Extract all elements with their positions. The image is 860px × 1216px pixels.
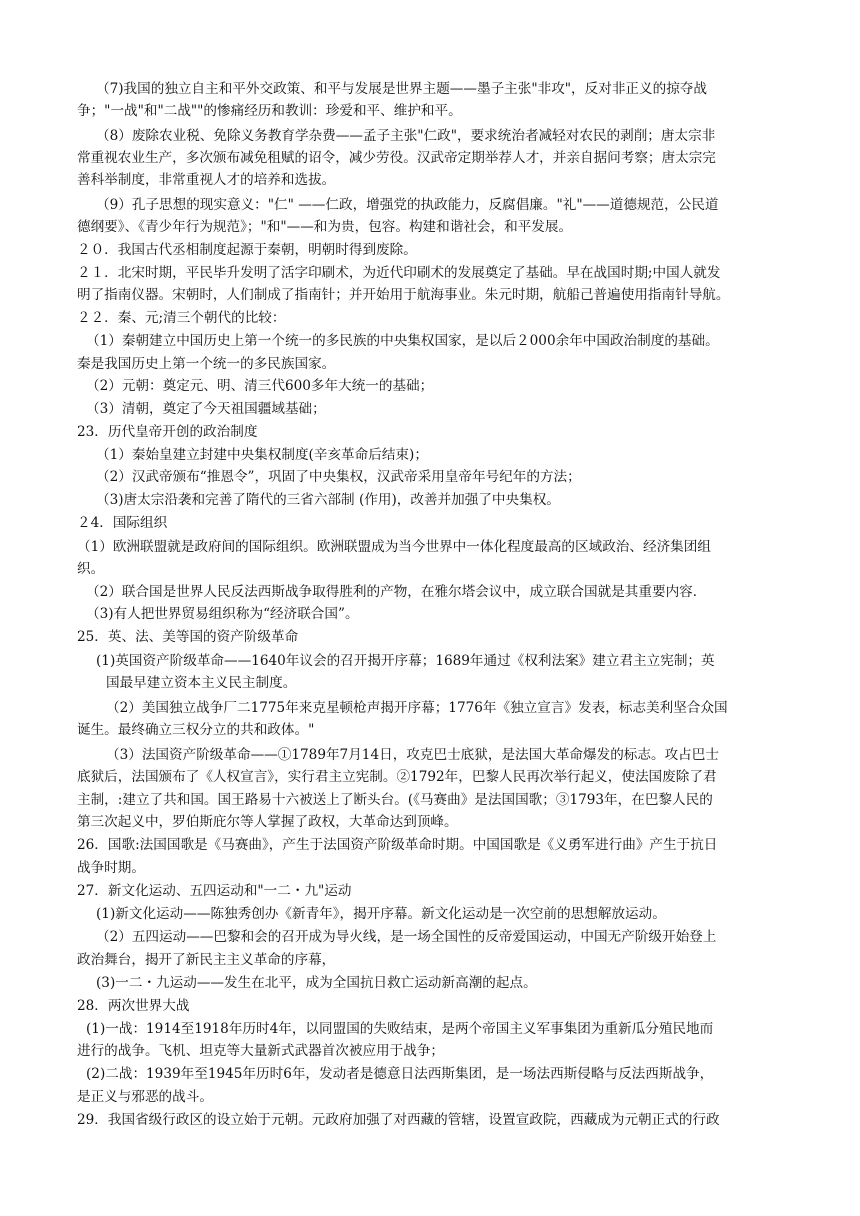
text-line: 德纲要》、《青少年行为规范》；"和"——和为贵，包容。构建和谐社会，和平发展。 (77, 219, 573, 235)
text-line: 底狱后，法国颁布了《人权宣言》，实行君主立宪制。②1792年，巴黎人民再次举行起义，使法国废除了君 (77, 769, 717, 785)
text-line: 进行的战争。飞机、坦克等大量新式武器首次被应用于战争； (77, 1043, 445, 1059)
text-line: 25．英、法、美等国的资产阶级革命 (77, 629, 299, 645)
text-line: 明了指南仪器。宋朝时，人们制成了指南针；并开始用于航海事业。朱元时期，航船己普遍使用指南针导航。 (77, 287, 730, 303)
text-line: 23．历代皇帝开创的政治制度 (77, 424, 258, 440)
text-line: 善科举制度，非常重视人才的培养和选拔。 (77, 172, 336, 188)
text-line: （8）废除农业税、免除义务教育学杂费——孟子主张"仁政"，要求统治者减轻对农民的剥削；唐太宗非 (96, 128, 716, 144)
text-line: （1）秦朝建立中国历史上第一个统一的多民族的中央集权国家，是以后２000余年中国政治制度的基础。 (86, 333, 719, 349)
text-line: 争；"一战"和"二战""的惨痛经历和教训：珍爱和平、维护和平。 (77, 103, 462, 119)
text-line: (2)二战：1939年至1945年历时6年，发动者是德意日法西斯集团，是一场法西斯侵略与反法西斯战争， (86, 1066, 714, 1082)
text-line: 29．我国省级行政区的设立始于元朝。元政府加强了对西藏的管辖，设置宣政院，西藏成为元朝正式的行政 (77, 1112, 720, 1128)
text-line: （2）汉武帝颁布“推恩令”，巩固了中央集权，汉武帝采用皇帝年号纪年的方法； (96, 469, 581, 485)
text-line: 政治舞台，揭开了新民主主义革命的序幕， (77, 952, 336, 968)
text-line: ２１．北宋时期，平民毕升发明了活字印刷术，为近代印刷术的发展奠定了基础。早在战国时期;中国人就发 (77, 265, 721, 281)
text-line: (1)新文化运动——陈独秀创办《新青年》，揭开序幕。新文化运动是一次空前的思想解放运动。 (96, 906, 666, 922)
text-line: (3)一二・九运动——发生在北平，成为全国抗日救亡运动新高潮的起点。 (96, 975, 537, 991)
text-line: （3)唐太宗沿袭和完善了隋代的三省六部制 (作用)，改善并加强了中央集权。 (96, 492, 560, 508)
text-line: （2）五四运动——巴黎和会的召开成为导火线，是一场全国性的反帝爱国运动，中国无产阶级开始登上 (96, 929, 717, 945)
text-line: 26．国歌:法国国歌是《马赛曲》，产生于法国资产阶级革命时期。中国国歌是《义勇军进行曲》产生于抗日 (77, 837, 718, 853)
text-line: 战争时期。 (77, 860, 145, 876)
text-line: 织。 (77, 561, 105, 577)
text-line: （7)我国的独立自主和平外交政策、和平与发展是世界主题——墨子主张"非攻"，反对非正义的掠夺战 (96, 81, 707, 97)
text-line: （1）秦始皇建立封建中央集权制度(辛亥革命后结束)； (96, 447, 428, 463)
text-line: 诞生。最终确立三权分立的共和政体。" (77, 722, 315, 738)
text-line: 主制，:建立了共和国。国王路易十六被送上了断头台。(《马赛曲》是法国国歌；③1793年，在巴黎人民的 (77, 792, 713, 808)
text-line: （3）法国资产阶级革命——①1789年7月14日，攻克巴士底狱，是法国大革命爆发的标志。攻占巴士 (106, 747, 719, 763)
text-line: （2）美国独立战争厂二1775年来克星顿枪声揭开序幕；1776年《独立宣言》发表，标志美利坚合众国 (106, 700, 728, 716)
text-line: 国最早建立资本主义民主制度。 (106, 675, 297, 691)
text-line: （3）清朝，奠定了今天祖国疆域基础； (86, 401, 326, 417)
text-line: （2）元朝：奠定元、明、清三代600多年大统一的基础； (86, 378, 434, 394)
text-line: 27．新文化运动、五四运动和"一二・九"运动 (77, 883, 352, 899)
text-line: ２4．国际组织 (77, 515, 168, 531)
text-line: (1)英国资产阶级革命——1640年议会的召开揭开序幕；1689年通过《权利法案》建立君主立宪制；英 (96, 653, 715, 669)
text-line: （3)有人把世界贸易组织称为“经济联合国”。 (86, 606, 359, 622)
text-line: 常重视农业生产，多次颁布减免租赋的诏令，减少劳役。汉武帝定期举荐人才，并亲自据问考察；唐太宗完 (77, 150, 716, 166)
text-line: ２２．秦、元;清三个朝代的比较： (77, 310, 286, 326)
text-line: 第三次起义中，罗伯斯庇尔等人掌握了政权，大革命达到顶峰。 (77, 814, 458, 830)
text-line: 是正义与邪恶的战斗。 (77, 1089, 213, 1105)
text-line: （2）联合国是世界人民反法西斯战争取得胜利的产物，在雅尔塔会议中，成立联合国就是其重要内容． (86, 584, 707, 600)
text-line: (1)一战：1914至1918年历时4年，以同盟国的失败结束，是两个帝国主义军事集团为重新瓜分殖民地而 (86, 1021, 714, 1037)
text-line: （1）欧洲联盟就是政府间的国际组织。欧洲联盟成为当今世界中一体化程度最高的区域政治、经济集团组 (77, 539, 711, 555)
text-line: ２０．我国古代丞相制度起源于秦朝，明朝时得到废除。 (77, 242, 417, 258)
text-line: 秦是我国历史上第一个统一的多民族国家。 (77, 356, 336, 372)
text-line: （9）孔子思想的现实意义："仁" ——仁政，增强党的执政能力，反腐倡廉。"礼"——道德规范，公民道 (96, 197, 719, 213)
text-line: 28．两次世界大战 (77, 998, 190, 1014)
